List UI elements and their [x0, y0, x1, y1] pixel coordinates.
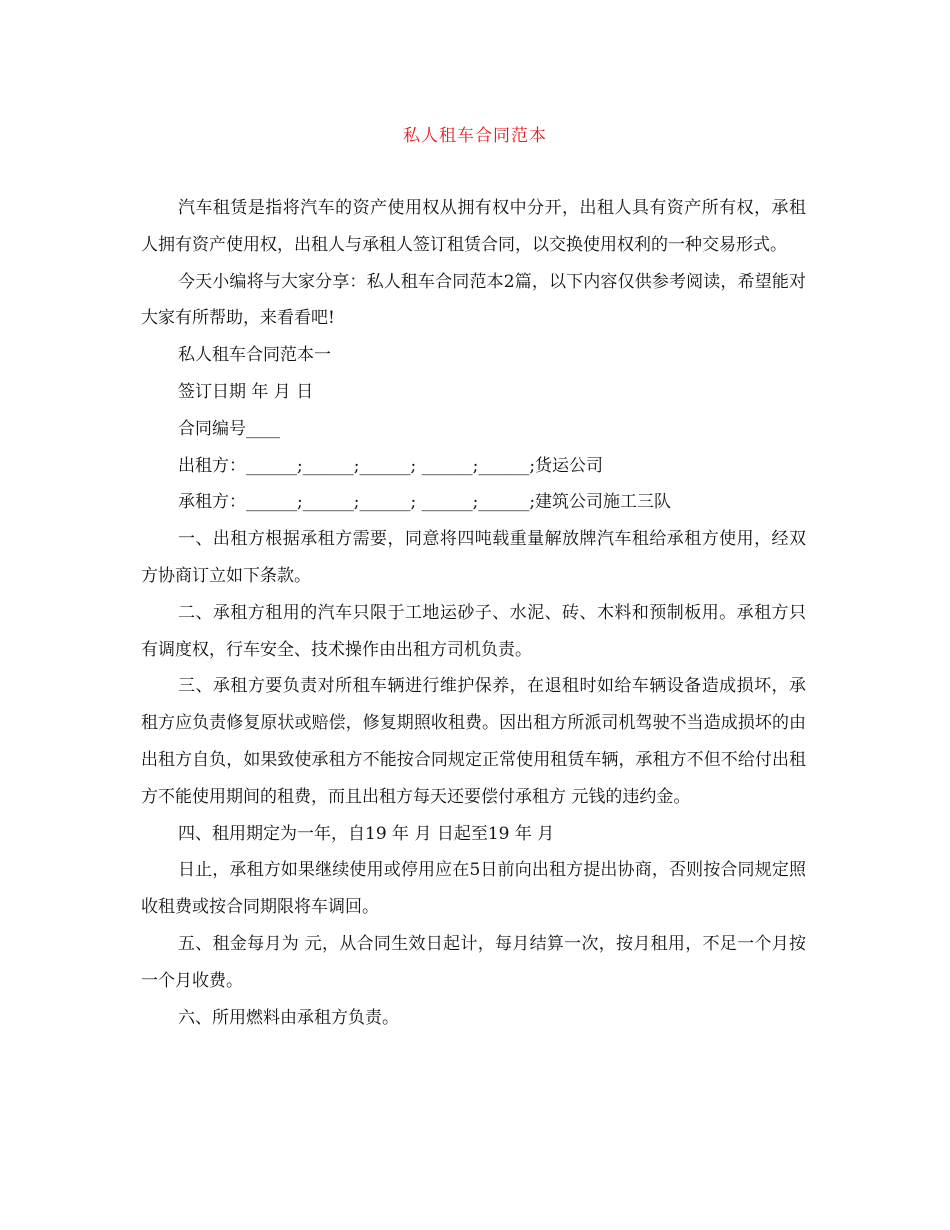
document-title: 私人租车合同范本: [403, 126, 547, 146]
paragraph-sign-date: 签订日期 年 月 日: [178, 381, 314, 402]
clause-6: 六、所用燃料由承租方负责。: [178, 1007, 399, 1028]
clause-3: 三、承租方要负责对所租车辆进行维护保养，在退租时如给车辆设备造成损坏，承租方应负责修复原状或赔偿，修复期照收租费。因出租方所派司机驾驶不当造成损坏的由出租方自负，如果致使承租方不能按合同规定正常使用租赁车辆，承租方不但不给付出租方不能使用期间的租费，而且出租方每天还要偿付承租方 元钱的违约金。: [141, 676, 806, 807]
paragraph-contract-number: 合同编号____: [178, 418, 280, 439]
clause-5: 五、租金每月为 元，从合同生效日起计，每月结算一次，按月租用，不足一个月按一个月收费。: [141, 933, 806, 991]
clause-4-continued: 日止，承租方如果继续使用或停用应在5日前向出租方提出协商，否则按合同规定照收租费或按合同期限将车调回。: [141, 860, 806, 918]
document-body: [141, 190, 806, 1036]
paragraph-lessee: 承租方：______;______;______; ______;______;建筑公司施工三队: [178, 492, 672, 513]
paragraph-intro: 汽车租赁是指将汽车的资产使用权从拥有权中分开，出租人具有资产所有权，承租人拥有资产使用权，出租人与承租人签订租赁合同，以交换使用权利的一种交易形式。: [141, 198, 806, 255]
clause-4: 四、租用期定为一年，自19 年 月 日起至19 年 月: [178, 823, 555, 844]
paragraph-share: 今天小编将与大家分享：私人租车合同范本2篇，以下内容仅供参考阅读，希望能对大家有所帮助，来看看吧!: [141, 271, 806, 329]
clause-2: 二、承租方租用的汽车只限于工地运砂子、水泥、砖、木料和预制板用。承租方只有调度权，行车安全、技术操作由出租方司机负责。: [141, 602, 806, 660]
paragraph-heading-one: 私人租车合同范本一: [178, 345, 331, 366]
paragraph-lessor: 出租方：______;______;______; ______;______;货运公司: [178, 455, 604, 476]
clause-1: 一、出租方根据承租方需要，同意将四吨载重量解放牌汽车租给承租方使用，经双方协商订立如下条款。: [141, 529, 806, 586]
